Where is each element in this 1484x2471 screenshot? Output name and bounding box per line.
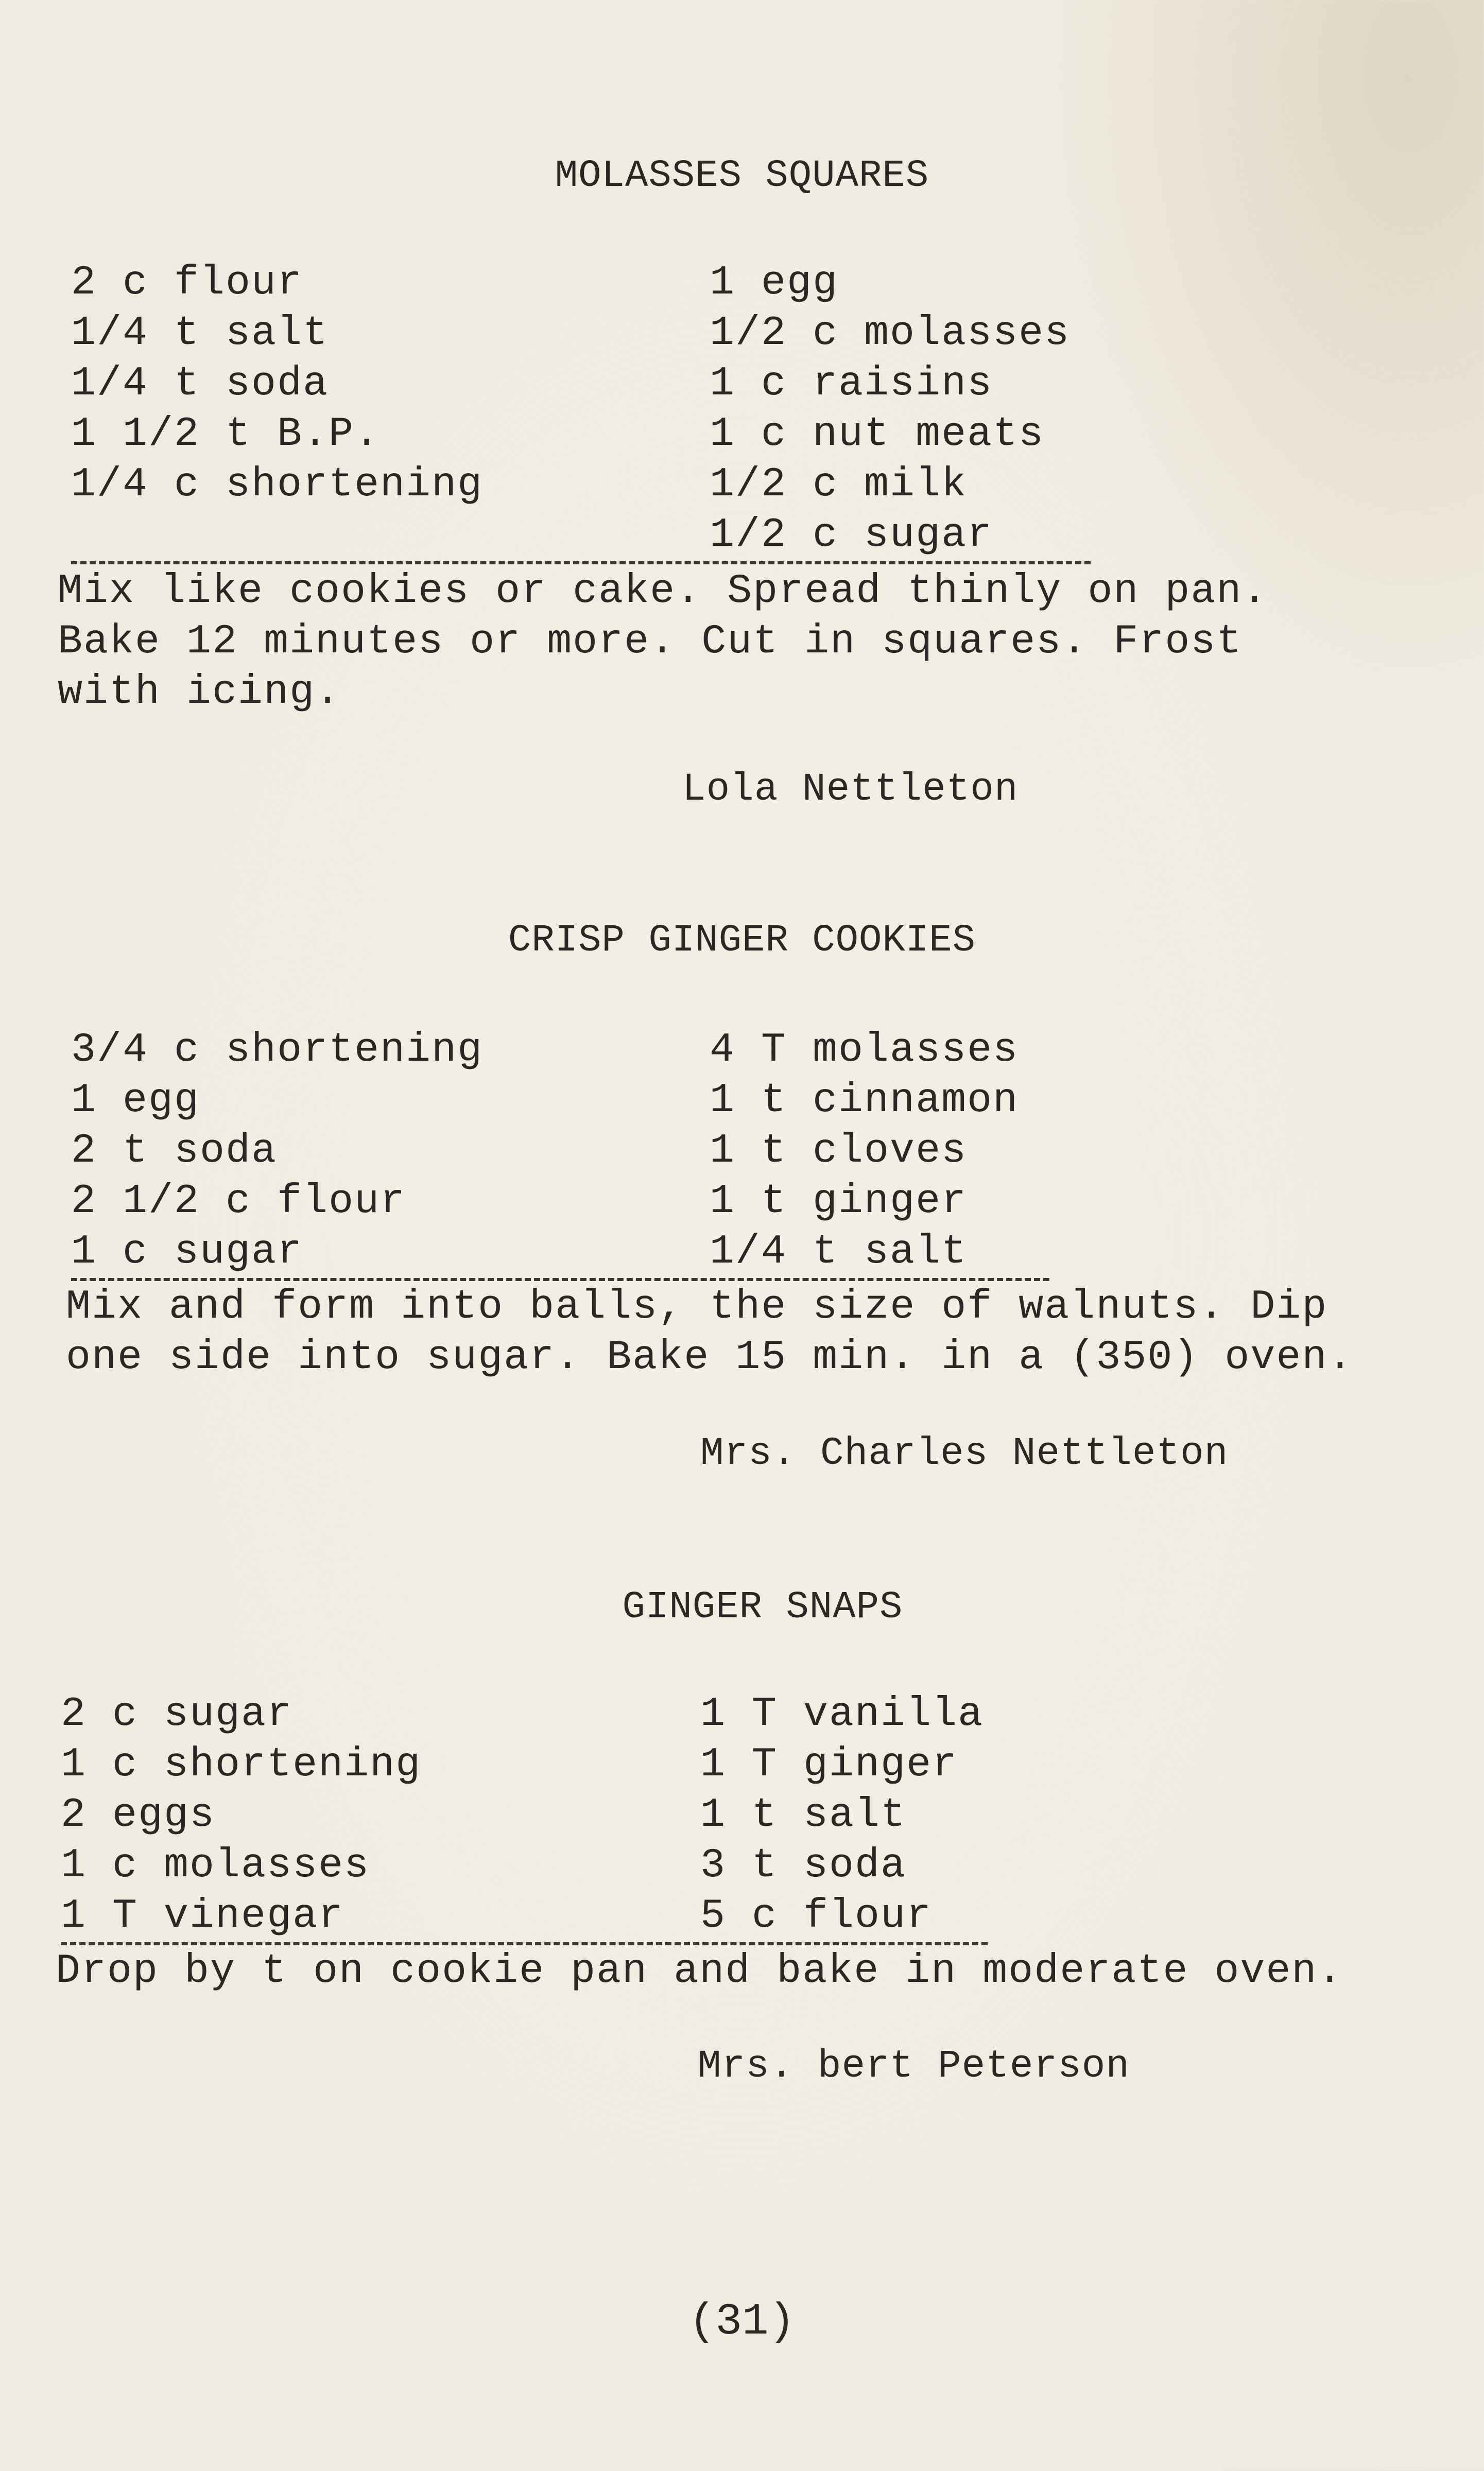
directions-line: Drop by t on cookie pan and bake in moderate oven. [56, 1948, 1343, 1995]
ingredient-left: 2 c sugar [61, 1691, 293, 1738]
ingredient-left: 2 t soda [71, 1128, 278, 1174]
recipe-title: CRISP GINGER COOKIES [508, 919, 976, 962]
directions-line: Bake 12 minutes or more. Cut in squares. Frost [58, 618, 1243, 665]
ingredient-right: 1/4 t salt [710, 1229, 968, 1275]
ingredient-left: 1/4 c shortening [71, 461, 484, 508]
ingredient-right: 1 T vanilla [700, 1691, 984, 1738]
ingredient-right: 1 c nut meats [710, 411, 1045, 458]
ingredient-left: 1 c shortening [61, 1741, 422, 1788]
directions-line: Mix and form into balls, the size of walnuts. Dip [66, 1284, 1328, 1330]
recipe-title: GINGER SNAPS [622, 1586, 903, 1629]
ingredient-left: 2 1/2 c flour [71, 1178, 406, 1225]
page-number: (31) [688, 2296, 796, 2347]
ingredient-right: 4 T molasses [710, 1027, 1019, 1074]
typed-rule [71, 1278, 1049, 1281]
ingredient-left: 2 c flour [71, 260, 303, 306]
ingredient-right: 1 t cinnamon [710, 1077, 1019, 1124]
recipe-author: Lola Nettleton [682, 767, 1019, 811]
directions-line: with icing. [58, 669, 341, 716]
ingredient-left: 1 1/2 t B.P. [71, 411, 381, 458]
ingredient-right: 1 egg [710, 260, 839, 306]
ingredient-right: 1 c raisins [710, 360, 993, 407]
ingredient-right: 1/2 c molasses [710, 310, 1071, 357]
typed-rule [61, 1942, 988, 1945]
directions-line: Mix like cookies or cake. Spread thinly on pan. [58, 568, 1268, 615]
ingredient-left: 1 c molasses [61, 1842, 370, 1889]
ingredient-right: 1/2 c sugar [710, 512, 993, 559]
typed-rule [71, 561, 1091, 564]
ingredient-left: 3/4 c shortening [71, 1027, 484, 1074]
recipe-author: Mrs. bert Peterson [698, 2044, 1130, 2088]
ingredient-right: 1/2 c milk [710, 461, 968, 508]
ingredient-left: 1/4 t salt [71, 310, 329, 357]
directions-line: one side into sugar. Bake 15 min. in a (350) oven. [66, 1334, 1354, 1381]
recipe-author: Mrs. Charles Nettleton [700, 1431, 1229, 1476]
ingredient-right: 1 T ginger [700, 1741, 958, 1788]
ingredient-left: 1/4 t soda [71, 360, 329, 407]
ingredient-right: 1 t ginger [710, 1178, 968, 1225]
ingredient-left: 1 T vinegar [61, 1893, 344, 1940]
ingredient-right: 5 c flour [700, 1893, 933, 1940]
ingredient-right: 1 t salt [700, 1792, 907, 1839]
ingredient-right: 1 t cloves [710, 1128, 968, 1174]
recipe-title: MOLASSES SQUARES [555, 154, 929, 198]
ingredient-left: 2 eggs [61, 1792, 216, 1839]
ingredient-left: 1 c sugar [71, 1229, 303, 1275]
ingredient-right: 3 t soda [700, 1842, 907, 1889]
ingredient-left: 1 egg [71, 1077, 200, 1124]
